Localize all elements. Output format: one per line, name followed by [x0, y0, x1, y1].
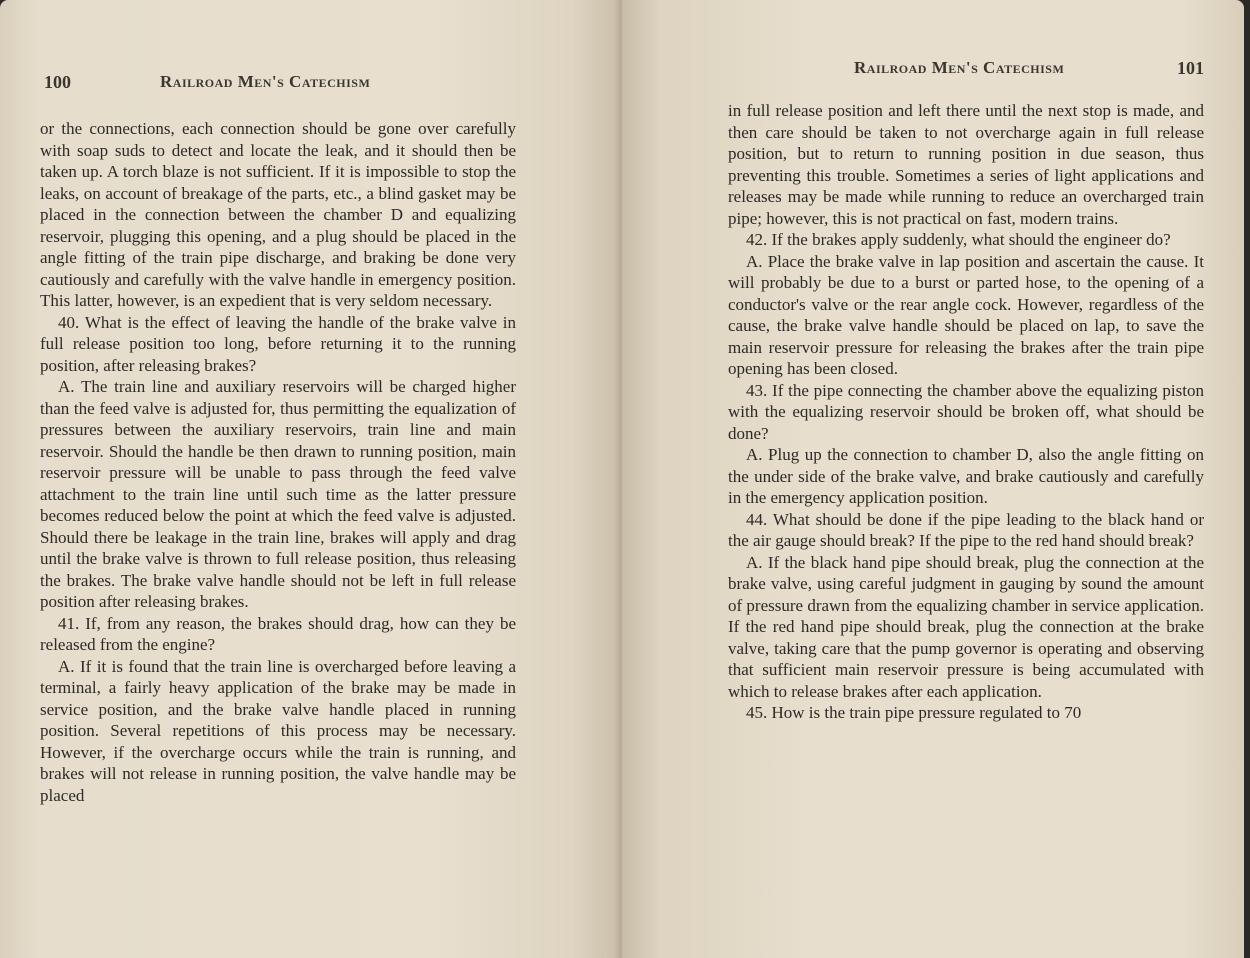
- answer-paragraph: A. If the black hand pipe should break, plug the connection at the brake valve, using careful judgment in gauging by sound the amount of pressure drawn from the equalizing chamber in service application. If the red hand pipe should break, plug the connection at the brake valve, taking care that the pump governor is operating and observing that sufficient main reservoir pressure is being accumulated with which to release brakes after each application.: [728, 552, 1204, 701]
- question-paragraph: 43. If the pipe connecting the chamber above the equalizing piston with the equalizing reservoir should be broken off, what should be done?: [728, 380, 1204, 443]
- answer-paragraph: A. The train line and auxiliary reservoirs will be charged higher than the feed valve is adjusted for, thus permitting the equalization of pressures between the auxiliary reservoirs, train line and main reservoir. Should the handle be then drawn to running position, main reservoir pressure will be unable to pass through the feed valve attachment to the train line until such time as the latter pressure becomes reduced below the point at which the feed valve is adjusted. Should there be leakage in the train line, brakes will apply and drag until the brake valve is thrown to full release position, thus releasing the brakes. The brake valve handle should not be left in full release position after releasing brakes.: [40, 377, 516, 611]
- page-body: [728, 100, 1204, 724]
- question-paragraph: 44. What should be done if the pipe leading to the black hand or the air gauge should break? If the pipe to the red hand should break?: [728, 509, 1204, 550]
- page-number: 100: [44, 72, 71, 92]
- question-paragraph: 45. How is the train pipe pressure regulated to 70: [746, 703, 1082, 722]
- page-number: 101: [1177, 58, 1204, 78]
- answer-paragraph: A. Plug up the connection to chamber D, also the angle fitting on the under side of the brake valve, and brake cautiously and carefully in the emergency application position.: [728, 445, 1204, 507]
- right-page: [622, 0, 1244, 958]
- page-body: [40, 118, 516, 806]
- question-paragraph: 40. What is the effect of leaving the handle of the brake valve in full release position too long, before returning it to the running position, after releasing brakes?: [40, 312, 516, 375]
- question-paragraph: 42. If the brakes apply suddenly, what should the engineer do?: [746, 230, 1171, 249]
- left-page: [0, 0, 622, 958]
- answer-paragraph: A. Place the brake valve in lap position and ascertain the cause. It will probably be due to a burst or parted hose, to the opening of a conductor's valve or the rear angle cock. However, regardless of the cause, the brake valve handle should be placed on lap, to save the main reservoir pressure for releasing the brakes after the train pipe opening has been closed.: [728, 251, 1204, 378]
- paragraph: or the connections, each connection should be gone over carefully with soap suds to detect and locate the leak, and it should then be taken up. A torch blaze is not sufficient. If it is impossible to stop the leaks, on account of breakage of the parts, etc., a blind gasket may be placed in the connection between the chamber D and equalizing reservoir, plugging this opening, and a plug should be placed in the angle fitting of the train pipe discharge, and braking be done very cautiously and carefully with the valve handle in emergency position. This latter, however, is an expedient that is very seldom necessary.: [40, 119, 516, 310]
- running-head: Railroad Men's Catechism: [854, 58, 1065, 77]
- running-head: Railroad Men's Catechism: [160, 72, 371, 91]
- answer-paragraph: A. If it is found that the train line is overcharged before leaving a terminal, a fairly heavy application of the brake may be made in service position, and the brake valve handle placed in running position. Several repetitions of this process may be necessary. However, if the overcharge occurs while the train is running, and brakes will not release in running position, the valve handle may be placed: [40, 656, 516, 805]
- paragraph: in full release position and left there until the next stop is made, and then care should be taken to not overcharge again in full release position, but to return to running position in due season, thus preventing this trouble. Sometimes a series of light applications and releases may be made while running to reduce an overcharged train pipe; however, this is not practical on fast, modern trains.: [728, 101, 1204, 228]
- question-paragraph: 41. If, from any reason, the brakes should drag, how can they be released from the engine?: [40, 613, 516, 654]
